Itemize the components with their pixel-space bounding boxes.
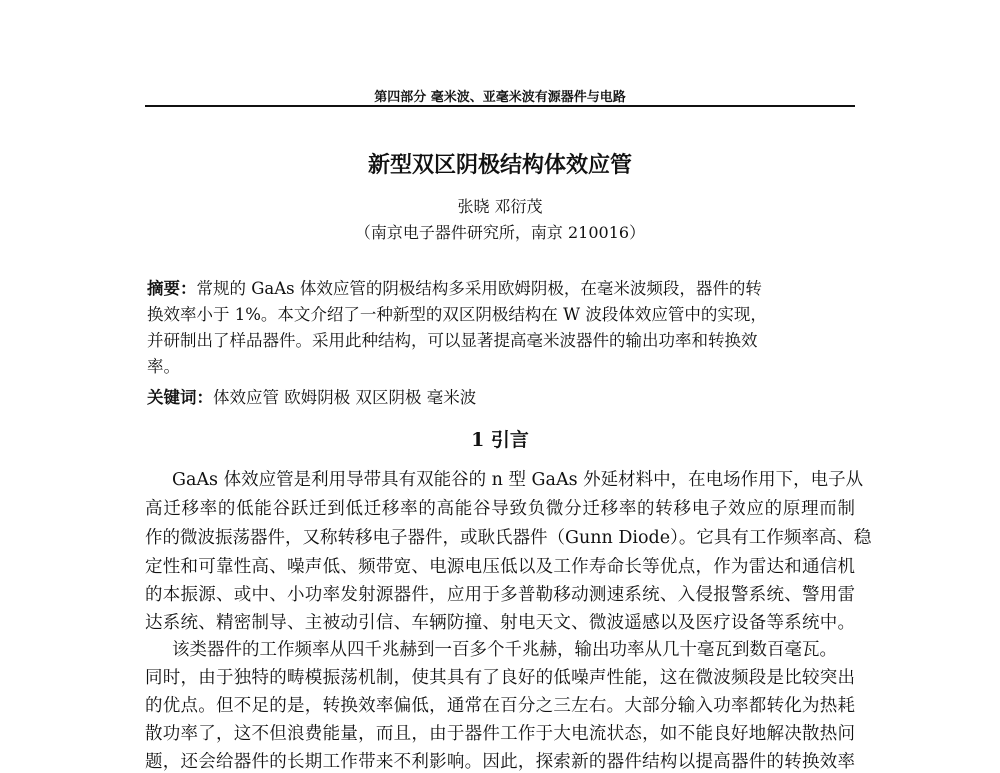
abstract-text: 常规的 GaAs 体效应管的阴极结构多采用欧姆阴极，在毫米波频段，器件的转 [196,279,762,298]
affiliation: （南京电子器件研究所，南京 210016） [354,223,646,242]
keywords-line [147,384,476,408]
keywords-label: 关键词： [147,388,213,407]
body-line: 题，还会给器件的长期工作带来不利影响。因此，探索新的器件结构以提高器件的转换效率 [145,752,855,772]
body-line: 同时，由于独特的畴模振荡机制，使其具有了良好的低噪声性能，这在微波频段是比较突出 [145,668,855,688]
abstract-label: 摘要： [147,279,197,298]
body-line: 达系统、精密制导、主被动引信、车辆防撞、射电天文、微波遥感以及医疗设备等系统中。 [145,613,855,633]
authors: 张晓 邓衍茂 [457,197,543,216]
paper-title: 新型双区阴极结构体效应管 [367,152,632,178]
abstract-line: 率。 [147,357,180,376]
body-line: 的本振源、或中、小功率发射源器件，应用于多普勒移动测速系统、入侵报警系统、警用雷 [145,585,855,605]
abstract-line: 换效率小于 1%。本文介绍了一种新型的双区阴极结构在 W 波段体效应管中的实现， [147,305,767,324]
body-line: 的优点。但不足的是，转换效率偏低，通常在百分之三左右。大部分输入功率都转化为热耗 [145,696,855,716]
section-heading: 1 引言 [471,429,529,451]
body-line: 该类器件的工作频率从四千兆赫到一百多个千兆赫，输出功率从几十毫瓦到数百毫瓦。 [172,640,837,660]
body-line: 散功率了，这不但浪费能量，而且，由于器件工作于大电流状态，如不能良好地解决散热问 [145,724,855,744]
abstract-line [147,275,762,299]
keywords-text: 体效应管 欧姆阴极 双区阴极 毫米波 [213,388,477,407]
body-line: GaAs 体效应管是利用导带具有双能谷的 n 型 GaAs 外延材料中，在电场作用下，电子从 [172,470,864,490]
body-line: 定性和可靠性高、噪声低、频带宽、电源电压低以及工作寿命长等优点，作为雷达和通信机 [145,557,855,577]
header-rule [145,105,855,107]
running-header: 第四部分 毫米波、亚毫米波有源器件与电路 [374,90,626,105]
abstract-line: 并研制出了样品器件。采用此种结构，可以显著提高毫米波器件的输出功率和转换效 [147,331,758,350]
body-line: 高迁移率的低能谷跃迁到低迁移率的高能谷导致负微分迁移率的转移电子效应的原理而制 [145,499,855,519]
body-line: 作的微波振荡器件，又称转移电子器件，或耿氏器件（Gunn Diode）。它具有工作频率高、稳 [145,528,872,548]
